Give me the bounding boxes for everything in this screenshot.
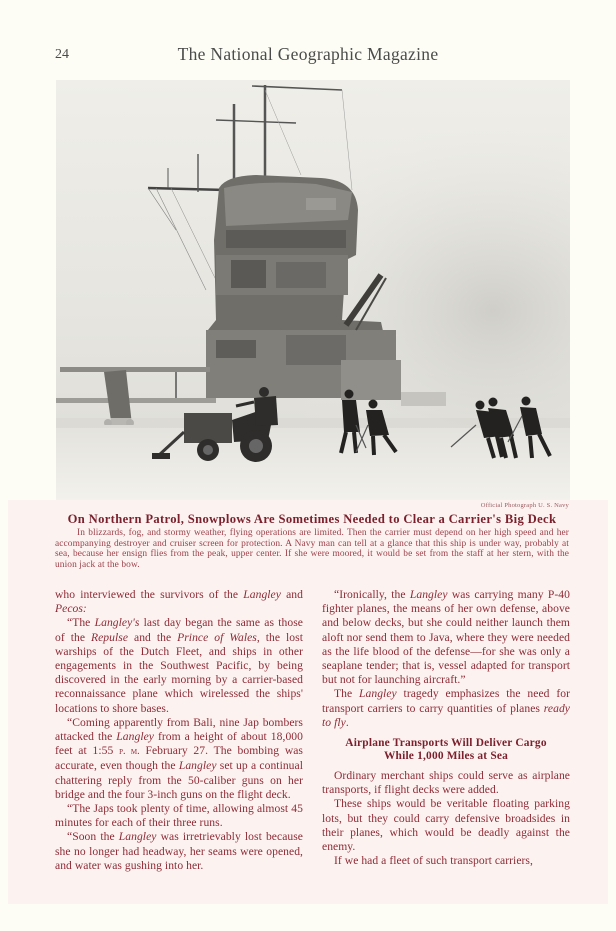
text: “The bbox=[67, 616, 95, 630]
ship-name: Repulse bbox=[90, 630, 129, 644]
caption-body: In blizzards, fog, and stormy weather, flying operations are limited. Then the carrier must depend on her high speed and her accompanying destroyer and cruiser screen for protection. A Navy man can tell at a glance that this ship is under way, probably at sea, because her ensign flies from the peak, upper center. If she were moored, it would be set from the staff at her stern, with the union jack at the bow. bbox=[55, 528, 569, 570]
emphasis: ready to fly bbox=[322, 701, 570, 729]
ship-name: Langley bbox=[118, 830, 157, 844]
text: February 27. The bombing was accurate, even though the bbox=[55, 744, 303, 773]
section-subhead bbox=[322, 737, 570, 763]
ship-name: Langley bbox=[409, 588, 448, 601]
text: set up a continual chattering reply from the 50-caliber guns on her bridge and the four 3-inch guns on the flight deck. bbox=[55, 759, 303, 801]
ship-name: Prince of Wales bbox=[177, 630, 257, 644]
text: was irretrievably lost because she no longer had headway, her seams were opened, and water was gushing into her. bbox=[55, 830, 303, 872]
text: “Soon the bbox=[67, 830, 119, 844]
subhead-line: Airplane Transports Will Deliver Cargo bbox=[345, 737, 547, 750]
paragraph: If we had a fleet of such transport carriers, bbox=[334, 854, 533, 868]
text: tragedy emphasizes the need for transport carriers to carry quantities of planes bbox=[322, 687, 570, 715]
text: was carrying many P-40 fighter planes, the means of her own defense, above and below decks, but she could neither launch them aloft nor send them to Java, where they were needed as the life blood of the defense—for she was only a seaplane tender; that is, vessel adapted for transport but not for launching aircraft.” bbox=[322, 588, 570, 687]
photograph-carrier-snowplow bbox=[56, 80, 570, 500]
running-head: The National Geographic Magazine bbox=[177, 44, 439, 64]
text: “Coming apparently from Bali, nine Jap bombers attacked the bbox=[55, 715, 303, 744]
text: last day began the same as those of the bbox=[55, 616, 303, 644]
paragraph: “The Japs took plenty of time, allowing almost 45 minutes for each of their three runs. bbox=[55, 802, 303, 830]
text: from a height of about 18,000 feet at 1:55 bbox=[55, 730, 303, 758]
ship-name: Langley's bbox=[94, 616, 140, 630]
ship-name: Langley bbox=[243, 588, 281, 601]
paragraph: Ordinary merchant ships could serve as airplane transports, if flight decks were added. bbox=[322, 769, 570, 797]
ship-name: Pecos: bbox=[55, 602, 87, 616]
ship-name: Langley bbox=[359, 687, 397, 701]
article-column-right bbox=[322, 588, 570, 868]
photo-illustration bbox=[56, 80, 570, 500]
photo-credit: Official Photograph U. S. Navy bbox=[480, 502, 569, 509]
time-abbrev: p. m. bbox=[119, 746, 140, 758]
text: and bbox=[280, 588, 303, 601]
text: The bbox=[334, 687, 360, 701]
text: , the lost warships of the Dutch Fleet, and ships in other engagements in the Southwest Pacific, by being discovered in the early morning by a carrier-based reconnaissance plane which wirelessed the ships' locations to shore bases. bbox=[55, 630, 303, 715]
subhead-line: While 1,000 Miles at Sea bbox=[383, 750, 509, 763]
paragraph bbox=[55, 588, 303, 616]
text: “Ironically, the bbox=[334, 588, 410, 601]
paragraph bbox=[55, 616, 303, 715]
text: . bbox=[345, 715, 349, 729]
caption-title: On Northern Patrol, Snowplows Are Sometimes Needed to Clear a Carrier's Big Deck bbox=[67, 512, 557, 526]
paragraph: These ships would be veritable floating parking lots, but they could carry defensive broadsides in their planes, which would be deadly against the enemy. bbox=[322, 797, 570, 854]
article-column-left bbox=[55, 588, 303, 873]
paragraph bbox=[55, 830, 303, 873]
ship-name: Langley bbox=[178, 759, 217, 773]
page-number: 24 bbox=[55, 47, 69, 62]
paragraph bbox=[322, 588, 570, 687]
text: who interviewed the survivors of the bbox=[55, 588, 244, 601]
ship-name: Langley bbox=[116, 730, 154, 744]
paragraph bbox=[322, 687, 570, 730]
paragraph bbox=[55, 716, 303, 802]
text: and the bbox=[128, 630, 178, 644]
